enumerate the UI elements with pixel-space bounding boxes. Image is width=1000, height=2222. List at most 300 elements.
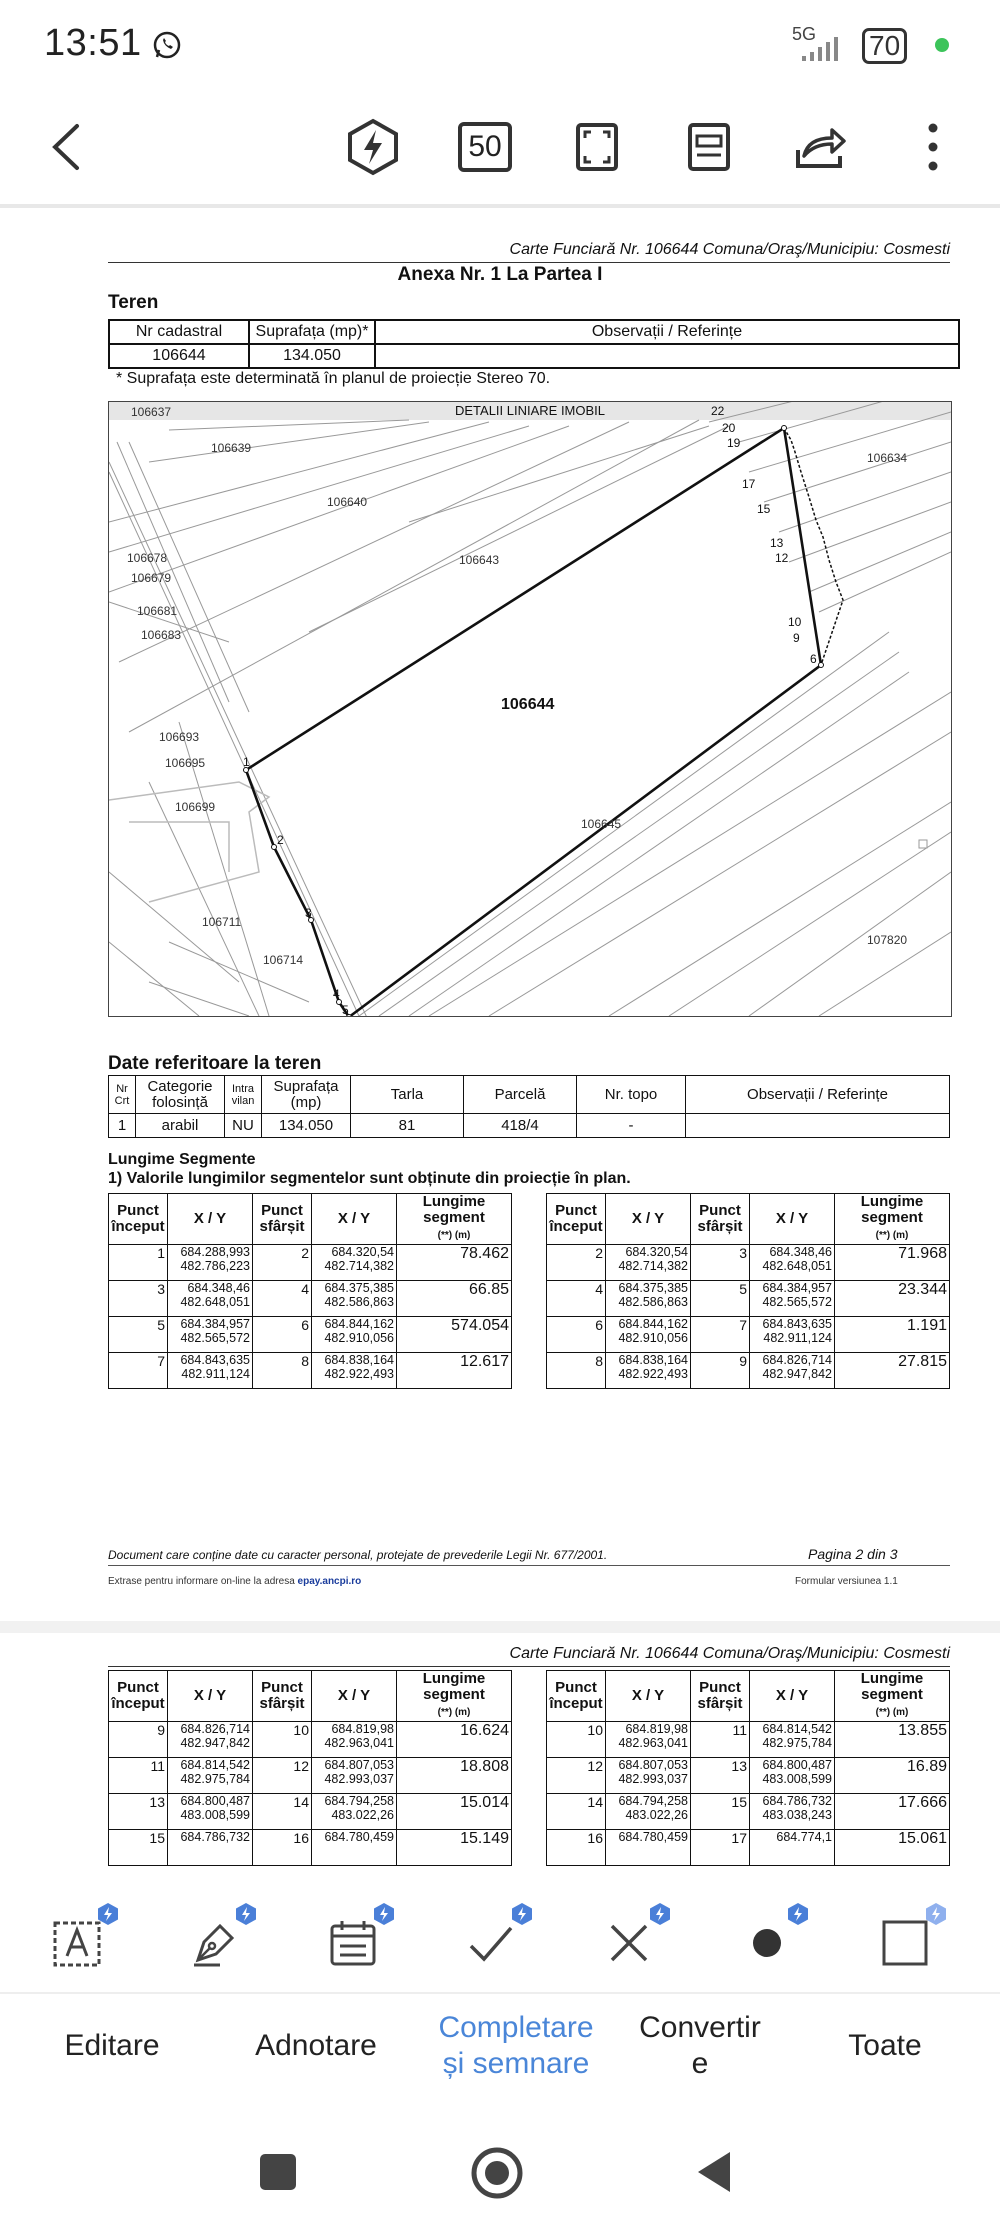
segment-end-x: 684.348,46 xyxy=(769,1245,832,1259)
point-label: 6 xyxy=(810,652,817,666)
segments-table-left xyxy=(108,1670,512,1866)
segment-start-x: 684.786,732 xyxy=(180,1830,250,1844)
segment-start-point: 3 xyxy=(109,1281,168,1317)
date-tool[interactable] xyxy=(318,1908,388,1978)
premium-badge-icon xyxy=(510,1902,534,1926)
segment-row xyxy=(547,1353,950,1389)
segment-end-point: 11 xyxy=(691,1722,750,1758)
segment-row xyxy=(547,1722,950,1758)
filled-dot-icon xyxy=(742,1918,792,1968)
premium-badge-icon xyxy=(924,1902,948,1926)
segment-start-y: 482.947,842 xyxy=(180,1736,250,1750)
segment-start-xy xyxy=(606,1281,691,1317)
sign-tool[interactable] xyxy=(180,1908,250,1978)
segment-end-x: 684.814,542 xyxy=(762,1722,832,1736)
segment-end-point: 16 xyxy=(253,1830,312,1866)
th-xy: X / Y xyxy=(168,1671,253,1722)
segment-start-x: 684.844,162 xyxy=(618,1317,688,1331)
segment-end-xy xyxy=(750,1794,835,1830)
td-parcela: 418/4 xyxy=(464,1114,577,1138)
header-divider xyxy=(108,1666,950,1667)
segment-row xyxy=(547,1758,950,1794)
segment-end-xy xyxy=(750,1353,835,1389)
segment-length: 71.968 xyxy=(835,1245,950,1281)
segment-start-xy xyxy=(168,1353,253,1389)
lightning-hexagon-icon xyxy=(346,118,400,176)
segment-end-x: 684.375,385 xyxy=(324,1281,394,1295)
segment-start-x: 684.814,542 xyxy=(180,1758,250,1772)
th-xy: X / Y xyxy=(750,1671,835,1722)
segments-heading: Lungime Segmente xyxy=(108,1151,256,1168)
segment-end-x: 684.844,162 xyxy=(324,1317,394,1331)
segment-start-x: 684.794,258 xyxy=(618,1794,688,1808)
segment-start-point: 6 xyxy=(547,1317,606,1353)
document-page-2 xyxy=(0,208,1000,1621)
th-xy: X / Y xyxy=(168,1194,253,1245)
segments-table-right xyxy=(546,1193,950,1389)
page-header: Carte Funciară Nr. 106644 Comuna/Oraş/Municipiu: Cosmesti xyxy=(509,1645,950,1662)
point-label: 5 xyxy=(342,1003,349,1016)
segment-start-x: 684.384,957 xyxy=(180,1317,250,1331)
segment-length: 17.666 xyxy=(835,1794,950,1830)
th-punct-sfarsit: Punct sfârșit xyxy=(691,1194,750,1245)
segment-start-y: 483.008,599 xyxy=(180,1808,250,1822)
segment-length: 15.014 xyxy=(397,1794,512,1830)
premium-badge-icon xyxy=(648,1902,672,1926)
segment-end-point: 7 xyxy=(691,1317,750,1353)
parcel-map xyxy=(108,401,952,1017)
segment-end-x: 684.819,98 xyxy=(331,1722,394,1736)
segment-start-x: 684.780,459 xyxy=(618,1830,688,1844)
parcel-label: 106711 xyxy=(202,915,242,929)
parcel-label: 106639 xyxy=(211,441,252,455)
td-intravilan: NU xyxy=(225,1114,262,1138)
segment-start-point: 9 xyxy=(109,1722,168,1758)
th-nr-topo: Nr. topo xyxy=(577,1076,686,1114)
segment-start-x: 684.288,993 xyxy=(180,1245,250,1259)
map-title: DETALII LINIARE IMOBIL xyxy=(109,402,951,420)
point-label: 22 xyxy=(711,404,725,418)
segments-table-left xyxy=(108,1193,512,1389)
fullscreen-icon xyxy=(575,122,619,172)
parcel-label: 106695 xyxy=(165,756,206,770)
segment-end-x: 684.807,053 xyxy=(324,1758,394,1772)
th-lungime xyxy=(397,1671,512,1722)
segment-start-x: 684.843,635 xyxy=(180,1353,250,1367)
bottom-panel xyxy=(0,1888,1000,2222)
status-time: 13:51 xyxy=(44,22,142,64)
parcel-label: 106683 xyxy=(141,628,182,642)
segments-title xyxy=(108,1150,631,1188)
th-lungime-label: Lungime segment xyxy=(860,1193,924,1226)
segment-end-xy xyxy=(312,1245,397,1281)
segment-start-x: 684.348,46 xyxy=(187,1281,250,1295)
teren-title: Teren xyxy=(108,292,159,313)
th-punct-inceput: Punct început xyxy=(109,1671,168,1722)
segment-end-x: 684.320,54 xyxy=(331,1245,394,1259)
td-nr-cadastral: 106644 xyxy=(109,344,249,368)
more-options-button[interactable] xyxy=(898,112,968,182)
privacy-indicator-icon xyxy=(935,38,949,52)
th-lungime-unit: (**) (m) xyxy=(875,1707,909,1718)
segment-end-xy xyxy=(312,1317,397,1353)
th-lungime-unit: (**) (m) xyxy=(875,1230,909,1241)
tab-divider xyxy=(0,1992,1000,1994)
document-page-3 xyxy=(0,1633,1000,1888)
segment-end-xy xyxy=(312,1722,397,1758)
segment-end-y: 482.586,863 xyxy=(324,1295,394,1309)
td-nr-topo: - xyxy=(577,1114,686,1138)
segment-end-point: 13 xyxy=(691,1758,750,1794)
footer-divider xyxy=(108,1565,950,1566)
segment-row xyxy=(109,1758,512,1794)
segment-start-y: 482.922,493 xyxy=(618,1367,688,1381)
segment-start-x: 684.838,164 xyxy=(618,1353,688,1367)
segment-end-xy xyxy=(750,1830,835,1866)
segment-start-xy xyxy=(168,1830,253,1866)
parcel-label: 106634 xyxy=(867,451,908,465)
th-nr-crt: Nr Crt xyxy=(109,1076,136,1114)
back-button[interactable] xyxy=(32,112,102,182)
th-lungime-label: Lungime segment xyxy=(860,1670,924,1703)
segment-end-y: 482.975,784 xyxy=(762,1736,832,1750)
segment-start-point: 13 xyxy=(109,1794,168,1830)
segment-length: 16.624 xyxy=(397,1722,512,1758)
page-layout-button[interactable] xyxy=(674,112,744,182)
footer-extract-text: Extrase pentru informare on-line la adresa xyxy=(108,1576,295,1587)
segment-end-point: 4 xyxy=(253,1281,312,1317)
cross-icon xyxy=(604,1918,654,1968)
segment-start-xy xyxy=(606,1758,691,1794)
segment-length: 15.061 xyxy=(835,1830,950,1866)
segment-start-xy xyxy=(606,1794,691,1830)
segment-end-y: 482.922,493 xyxy=(324,1367,394,1381)
segment-end-x: 684.843,635 xyxy=(762,1317,832,1331)
map-drawing xyxy=(109,402,951,1016)
th-punct-sfarsit: Punct sfârșit xyxy=(253,1194,312,1245)
segment-start-y: 482.714,382 xyxy=(618,1259,688,1273)
th-lungime xyxy=(397,1194,512,1245)
segment-end-xy xyxy=(750,1281,835,1317)
parcel-label: 106640 xyxy=(327,495,368,509)
premium-badge-icon xyxy=(786,1902,810,1926)
segment-start-x: 684.826,714 xyxy=(180,1722,250,1736)
parcel-label: 106699 xyxy=(175,800,216,814)
segment-start-point: 14 xyxy=(547,1794,606,1830)
segment-row xyxy=(109,1794,512,1830)
segment-start-xy xyxy=(606,1245,691,1281)
th-lungime-unit: (**) (m) xyxy=(437,1230,471,1241)
td-suprafata: 134.050 xyxy=(249,344,375,368)
footer-version: Formular versiunea 1.1 xyxy=(795,1576,898,1587)
segment-start-xy xyxy=(168,1281,253,1317)
segment-end-y: 482.963,041 xyxy=(324,1736,394,1750)
segment-row xyxy=(547,1794,950,1830)
th-punct-sfarsit: Punct sfârșit xyxy=(691,1671,750,1722)
center-parcel-label: 106644 xyxy=(501,696,555,713)
th-xy: X / Y xyxy=(606,1671,691,1722)
td-observatii xyxy=(686,1114,950,1138)
th-intravilan: Intra vilan xyxy=(225,1076,262,1114)
th-punct-inceput: Punct început xyxy=(547,1671,606,1722)
segment-end-x: 684.780,459 xyxy=(324,1830,394,1844)
zoom-level-button[interactable] xyxy=(450,112,520,182)
th-xy: X / Y xyxy=(312,1671,397,1722)
segment-start-point: 4 xyxy=(547,1281,606,1317)
segment-start-xy xyxy=(168,1794,253,1830)
segment-end-point: 3 xyxy=(691,1245,750,1281)
th-nr-cadastral: Nr cadastral xyxy=(109,320,249,344)
premium-badge-icon xyxy=(372,1902,396,1926)
share-button[interactable] xyxy=(786,112,856,182)
segment-end-y: 483.008,599 xyxy=(762,1772,832,1786)
page-header: Carte Funciară Nr. 106644 Comuna/Oraş/Municipiu: Cosmesti xyxy=(509,241,950,258)
segment-end-y: 482.714,382 xyxy=(324,1259,394,1273)
point-label: 15 xyxy=(757,502,771,516)
segment-start-point: 11 xyxy=(109,1758,168,1794)
point-label: 3 xyxy=(305,906,312,920)
segment-start-y: 482.586,863 xyxy=(618,1295,688,1309)
segment-start-xy xyxy=(168,1317,253,1353)
point-label: 2 xyxy=(277,833,284,847)
segment-end-xy xyxy=(750,1317,835,1353)
home-button[interactable] xyxy=(470,2146,524,2200)
tab-adnotare[interactable]: Adnotare xyxy=(255,2029,377,2062)
tab-convertire[interactable]: Convertir e xyxy=(639,2011,761,2080)
parcel-label: 106679 xyxy=(131,571,172,585)
parcel-label: 106645 xyxy=(581,817,622,831)
segment-end-point: 14 xyxy=(253,1794,312,1830)
segment-end-point: 8 xyxy=(253,1353,312,1389)
stereo-note: * Suprafața este determinată în planul de proiecție Stereo 70. xyxy=(116,370,551,387)
edit-text-tool[interactable] xyxy=(42,1908,112,1978)
ref-title: Date referitoare la teren xyxy=(108,1053,322,1074)
tab-toate[interactable]: Toate xyxy=(848,2029,922,2062)
segment-row xyxy=(109,1281,512,1317)
parcel-label: 106681 xyxy=(137,604,178,618)
segment-end-y: 482.993,037 xyxy=(324,1772,394,1786)
segment-end-y: 482.910,056 xyxy=(324,1331,394,1345)
segment-length: 23.344 xyxy=(835,1281,950,1317)
segment-start-xy xyxy=(606,1353,691,1389)
th-lungime-unit: (**) (m) xyxy=(437,1707,471,1718)
segment-row xyxy=(109,1722,512,1758)
th-parcela: Parcelă xyxy=(464,1076,577,1114)
point-label: 20 xyxy=(722,421,736,435)
th-punct-sfarsit: Punct sfârșit xyxy=(253,1671,312,1722)
parcel-label: 106643 xyxy=(459,553,500,567)
nav-back-button[interactable] xyxy=(694,2150,734,2194)
segment-start-point: 15 xyxy=(109,1830,168,1866)
premium-badge-icon xyxy=(96,1902,120,1926)
ref-table xyxy=(108,1075,950,1138)
th-observatii: Observații / Referințe xyxy=(375,320,959,344)
segment-end-point: 6 xyxy=(253,1317,312,1353)
td-observatii xyxy=(375,344,959,368)
th-observatii: Observații / Referințe xyxy=(686,1076,950,1114)
segment-end-y: 483.038,243 xyxy=(762,1808,832,1822)
segment-end-point: 5 xyxy=(691,1281,750,1317)
segment-length: 78.462 xyxy=(397,1245,512,1281)
segment-length: 15.149 xyxy=(397,1830,512,1866)
ai-tools-button[interactable] xyxy=(338,112,408,182)
segment-end-point: 15 xyxy=(691,1794,750,1830)
segment-end-xy xyxy=(312,1794,397,1830)
th-lungime-label: Lungime segment xyxy=(422,1193,486,1226)
check-tool[interactable] xyxy=(456,1908,526,1978)
segment-start-x: 684.819,98 xyxy=(625,1722,688,1736)
segments-table-right xyxy=(546,1670,950,1866)
parcel-label: 107820 xyxy=(867,933,908,947)
fit-page-button[interactable] xyxy=(562,112,632,182)
segment-start-xy xyxy=(606,1317,691,1353)
th-suprafata: Suprafața (mp) xyxy=(262,1076,351,1114)
segment-start-point: 2 xyxy=(547,1245,606,1281)
th-punct-inceput: Punct început xyxy=(109,1194,168,1245)
segment-end-xy xyxy=(750,1245,835,1281)
segment-length: 13.855 xyxy=(835,1722,950,1758)
th-lungime xyxy=(835,1194,950,1245)
segment-end-x: 684.838,164 xyxy=(324,1353,394,1367)
segment-length: 66.85 xyxy=(397,1281,512,1317)
segment-end-x: 684.826,714 xyxy=(762,1353,832,1367)
battery-icon: 70 xyxy=(862,28,907,64)
td-tarla: 81 xyxy=(351,1114,464,1138)
segment-end-point: 10 xyxy=(253,1722,312,1758)
th-xy: X / Y xyxy=(750,1194,835,1245)
segment-end-y: 482.911,124 xyxy=(763,1331,832,1345)
point-label: 19 xyxy=(727,436,741,450)
segment-length: 1.191 xyxy=(835,1317,950,1353)
cross-tool[interactable] xyxy=(594,1908,664,1978)
segment-start-y: 482.911,124 xyxy=(181,1367,250,1381)
system-nav-bar xyxy=(0,2120,1000,2222)
segment-length: 27.815 xyxy=(835,1353,950,1389)
segment-start-x: 684.320,54 xyxy=(625,1245,688,1259)
point-label: 1 xyxy=(243,755,250,769)
segment-end-xy xyxy=(750,1722,835,1758)
segment-start-x: 684.807,053 xyxy=(618,1758,688,1772)
segment-start-x: 684.375,385 xyxy=(618,1281,688,1295)
segment-start-xy xyxy=(168,1245,253,1281)
footer-link[interactable]: epay.ancpi.ro xyxy=(297,1576,362,1587)
status-bar xyxy=(0,0,1000,92)
text-box-icon xyxy=(52,1918,102,1968)
dot-tool[interactable] xyxy=(732,1908,802,1978)
parcel-label: 106678 xyxy=(127,551,168,565)
annex-title: Anexa Nr. 1 La Partea I xyxy=(397,264,603,285)
segment-start-point: 7 xyxy=(109,1353,168,1389)
segment-start-point: 16 xyxy=(547,1830,606,1866)
segment-length: 16.89 xyxy=(835,1758,950,1794)
segment-end-xy xyxy=(312,1353,397,1389)
point-label: 17 xyxy=(742,477,756,491)
segment-end-y: 482.947,842 xyxy=(762,1367,832,1381)
calendar-icon xyxy=(328,1918,378,1968)
viewer-toolbar xyxy=(0,92,1000,208)
segment-end-point: 12 xyxy=(253,1758,312,1794)
zoom-level: 50 xyxy=(458,122,512,172)
header-divider xyxy=(108,262,950,263)
recent-apps-button[interactable] xyxy=(260,2154,296,2190)
segment-start-point: 5 xyxy=(109,1317,168,1353)
premium-badge-icon xyxy=(234,1902,258,1926)
segment-start-y: 482.648,051 xyxy=(180,1295,250,1309)
footer-note: Document care conține date cu caracter personal, protejate de prevederile Legii Nr. 677/2001. xyxy=(108,1548,608,1562)
segment-row xyxy=(109,1353,512,1389)
th-suprafata: Suprafața (mp)* xyxy=(249,320,375,344)
footer-extract xyxy=(108,1576,361,1587)
tab-editare[interactable]: Editare xyxy=(64,2029,160,2062)
tab-completare-semnare[interactable]: Completare și semnare xyxy=(438,2011,594,2080)
parcel-label: 106714 xyxy=(263,953,304,967)
rectangle-tool[interactable] xyxy=(870,1908,940,1978)
pen-nib-icon xyxy=(190,1918,240,1968)
segment-end-xy xyxy=(750,1758,835,1794)
th-categorie: Categorie folosință xyxy=(136,1076,225,1114)
segment-start-xy xyxy=(168,1758,253,1794)
segment-start-x: 684.800,487 xyxy=(180,1794,250,1808)
segment-start-xy xyxy=(168,1722,253,1758)
whatsapp-icon xyxy=(152,30,182,60)
segment-start-y: 482.975,784 xyxy=(180,1772,250,1786)
segment-start-point: 10 xyxy=(547,1722,606,1758)
segment-start-y: 483.022,26 xyxy=(625,1808,688,1822)
segment-end-xy xyxy=(312,1830,397,1866)
th-xy: X / Y xyxy=(312,1194,397,1245)
network-type: 5G xyxy=(792,24,817,44)
segment-row xyxy=(547,1245,950,1281)
segment-end-y: 482.565,572 xyxy=(762,1295,832,1309)
th-tarla: Tarla xyxy=(351,1076,464,1114)
segment-start-xy xyxy=(606,1830,691,1866)
segment-end-x: 684.786,732 xyxy=(762,1794,832,1808)
segment-start-point: 8 xyxy=(547,1353,606,1389)
parcel-label: 106693 xyxy=(159,730,200,744)
segment-start-y: 482.565,572 xyxy=(180,1331,250,1345)
td-suprafata: 134.050 xyxy=(262,1114,351,1138)
td-nr-crt: 1 xyxy=(109,1114,136,1138)
document-viewer[interactable] xyxy=(0,208,1000,1888)
segment-end-x: 684.800,487 xyxy=(762,1758,832,1772)
segment-end-point: 9 xyxy=(691,1353,750,1389)
segment-row xyxy=(109,1245,512,1281)
th-xy: X / Y xyxy=(606,1194,691,1245)
segment-end-x: 684.794,258 xyxy=(324,1794,394,1808)
segment-row xyxy=(547,1281,950,1317)
segment-end-x: 684.384,957 xyxy=(762,1281,832,1295)
point-label: 10 xyxy=(788,615,802,629)
teren-table xyxy=(108,319,960,369)
share-icon xyxy=(794,122,848,172)
th-lungime xyxy=(835,1671,950,1722)
footer-page-number: Pagina 2 din 3 xyxy=(808,1546,898,1562)
th-punct-inceput: Punct început xyxy=(547,1194,606,1245)
segment-start-y: 482.993,037 xyxy=(618,1772,688,1786)
point-label: 4 xyxy=(333,987,340,1001)
segment-end-xy xyxy=(312,1281,397,1317)
segment-row xyxy=(109,1317,512,1353)
segment-length: 574.054 xyxy=(397,1317,512,1353)
td-categorie: arabil xyxy=(136,1114,225,1138)
point-label: 9 xyxy=(793,631,800,645)
segment-start-y: 482.910,056 xyxy=(618,1331,688,1345)
segment-end-x: 684.774,1 xyxy=(776,1830,832,1844)
segment-start-point: 12 xyxy=(547,1758,606,1794)
segment-length: 12.617 xyxy=(397,1353,512,1389)
rectangle-icon xyxy=(880,1918,930,1968)
segment-end-point: 17 xyxy=(691,1830,750,1866)
